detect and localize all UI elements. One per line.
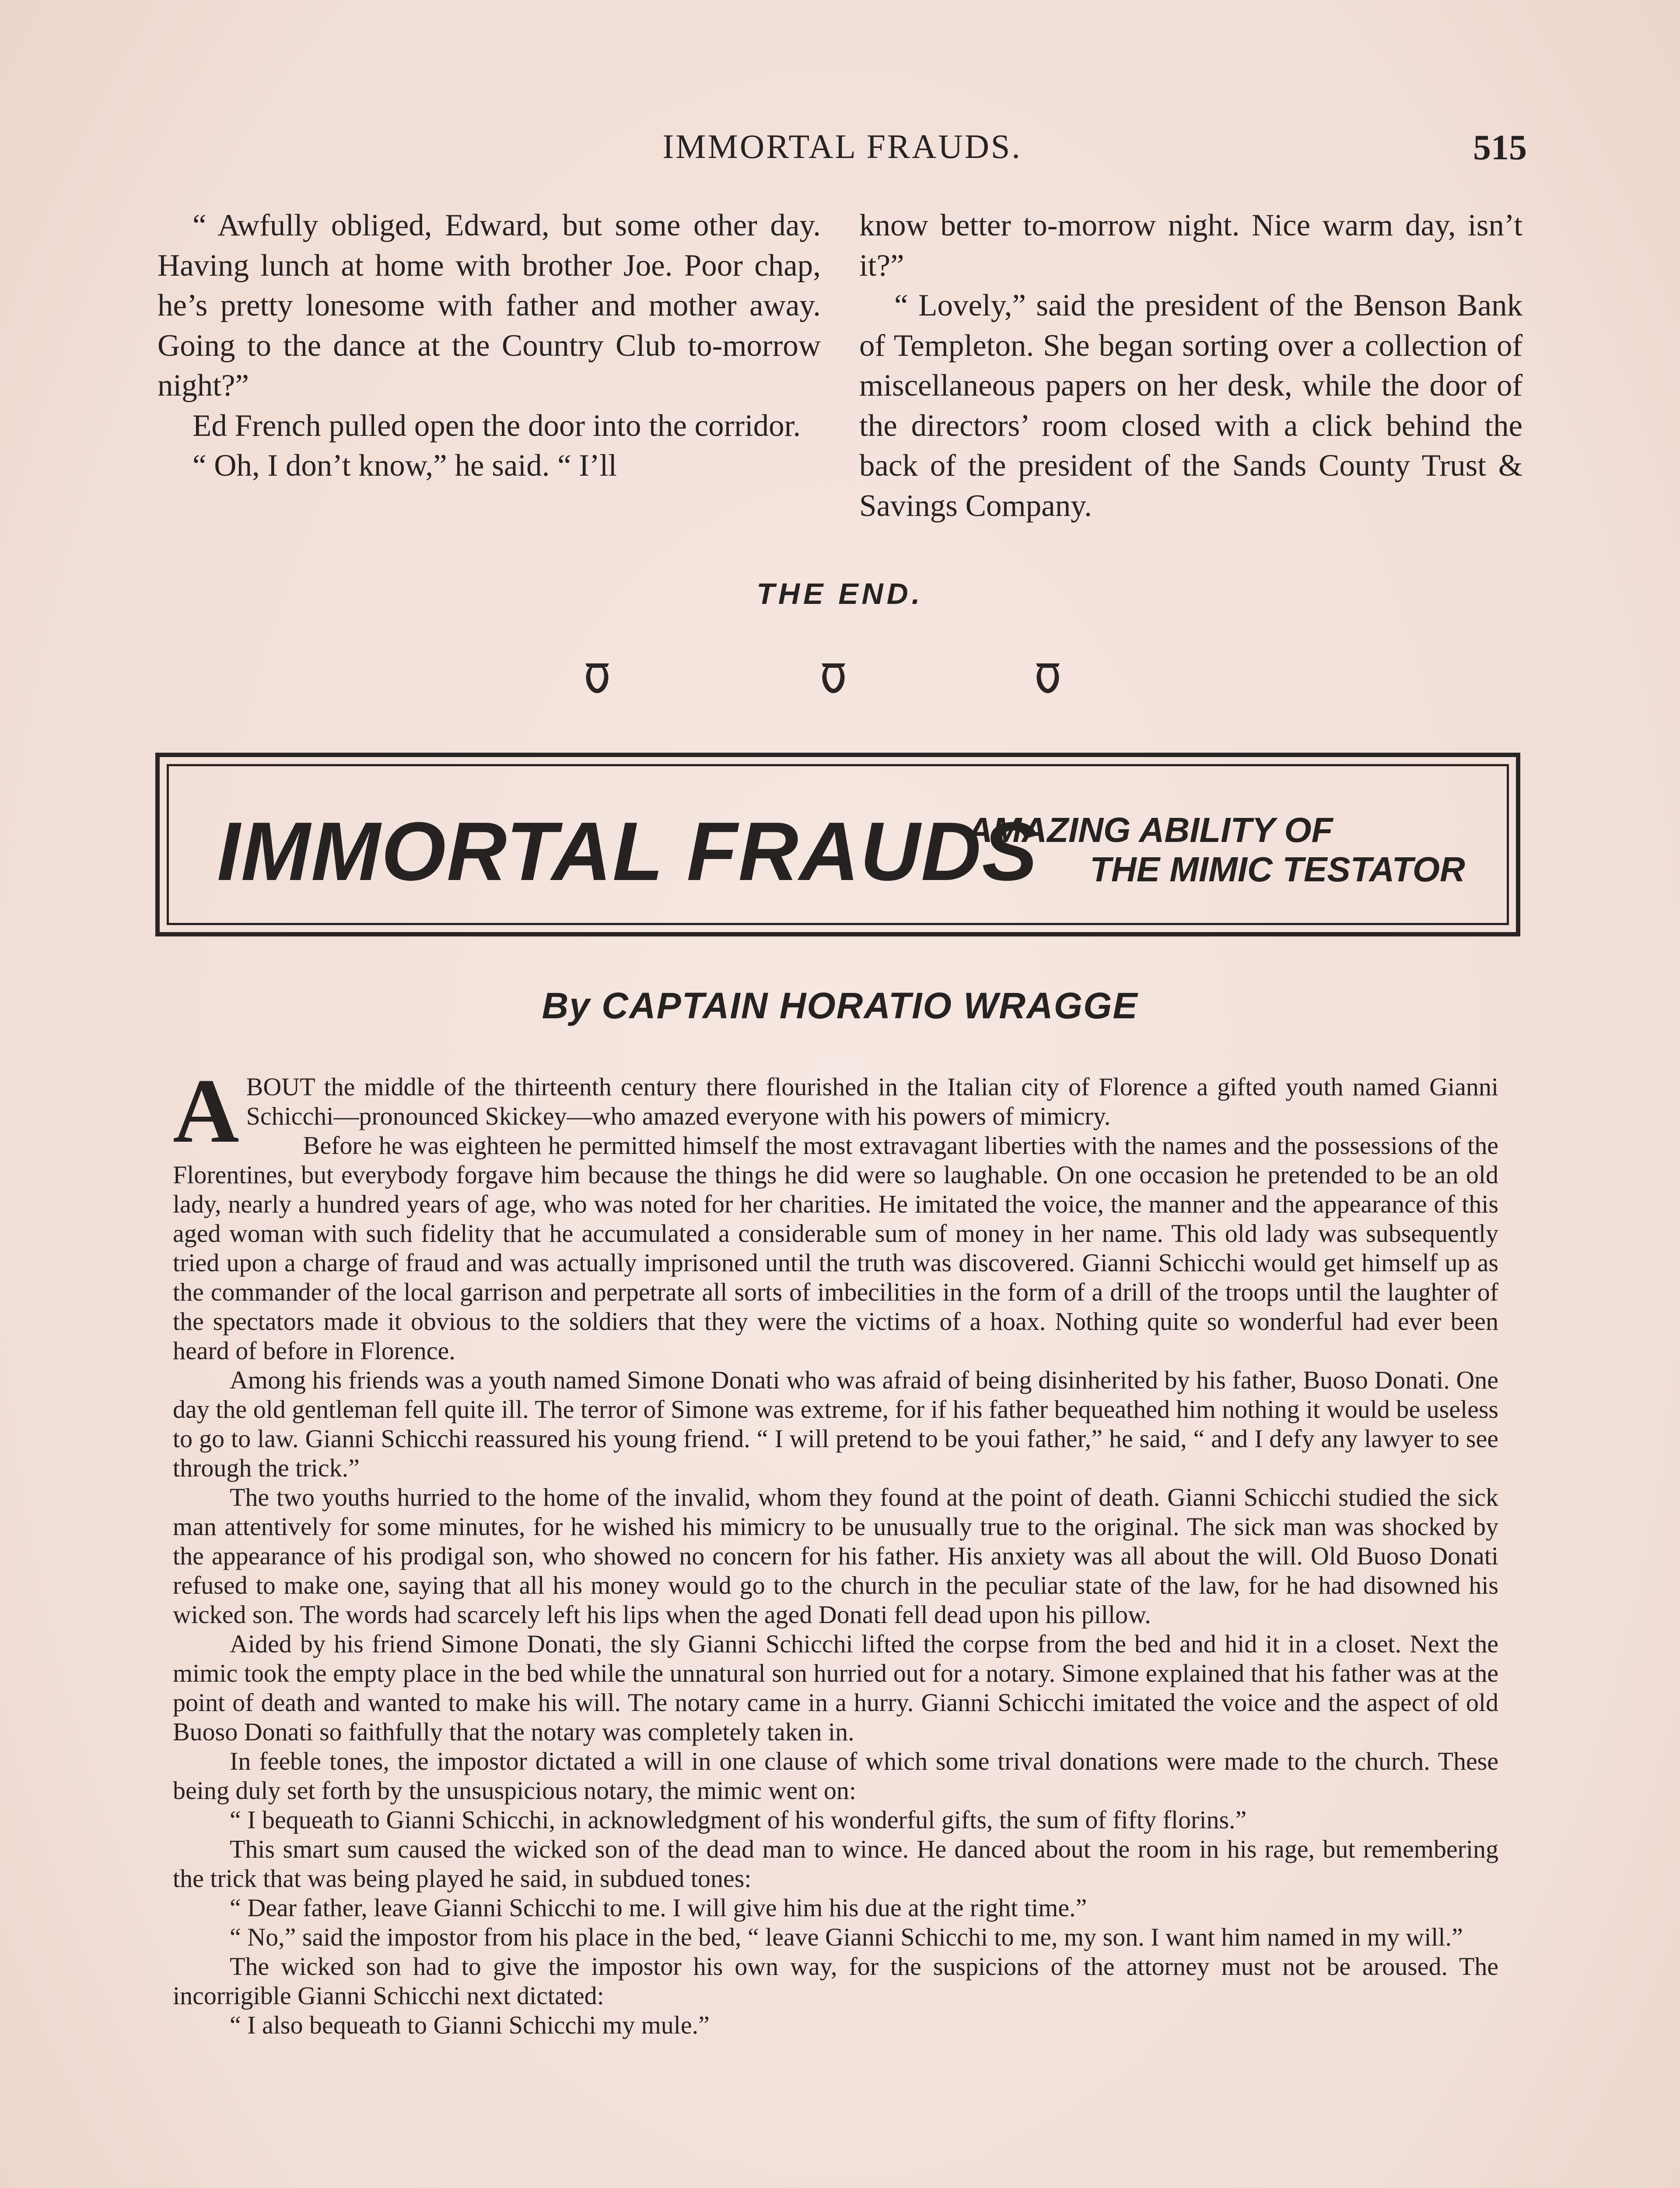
article-paragraph: In feeble tones, the impostor dictated a will in one clause of which some trival donations were made to the church. These being duly set forth by the unsuspicious notary, the mimic went on:	[173, 1747, 1498, 1805]
left-paragraph-2: Ed French pulled open the door into the corridor.	[192, 408, 801, 443]
article-paragraph: Before he was eighteen he permitted himself the most extravagant liberties with the names and the possessions of the Florentines, but everybody forgave him because the things he did were so laughable. On one occasion he pretended to be an old lady, nearly a hundred years of age, who was noted for her charities. He imitated the voice, the manner and the appearance of this aged woman with such fidelity that he accumulated a considerable sum of money in her name. This old lady was subsequently tried upon a charge of fraud and was actually imprisoned until the truth was discovered. Gianni Schicchi would get himself up as the commander of the local garrison and perpetrate all sorts of imbecilities in the form of a drill of the troops until the laughter of the spectators made it obvious to the soldiers that they were the victims of a hoax. Nothing quite so wonderful had ever been heard of before in Florence.	[173, 1131, 1498, 1365]
page-number: 515	[1473, 127, 1527, 167]
article-title-box	[155, 753, 1520, 936]
right-column	[859, 206, 1522, 526]
article-paragraph: “ No,” said the impostor from his place in the bed, “ leave Gianni Schicchi to me, my son. I want him named in my will.”	[230, 1923, 1463, 1951]
byline: By CAPTAIN HORATIO WRAGGE	[542, 985, 1138, 1026]
article-paragraph: “ I also bequeath to Gianni Schicchi my mule.”	[230, 2011, 710, 2039]
subtitle-line-1: AMAZING ABILITY OF	[967, 810, 1333, 849]
subtitle-line-2: THE MIMIC TESTATOR	[1090, 850, 1465, 889]
article-paragraph-1	[173, 1060, 1498, 1162]
right-paragraph-2: “ Lovely,” said the president of the Benson Bank of Templeton. She began sorting over a collection of miscellaneous papers on her desk, while the door of the directors’ room closed with a click behind the back of the president of the Sands County Trust & Savings Company.	[859, 288, 1522, 523]
drop-cap: A	[173, 1060, 239, 1162]
right-paragraph-1: know better to-morrow night. Nice warm day, isn’t it?”	[859, 208, 1522, 283]
the-end-marker: THE END.	[756, 577, 924, 610]
article-paragraph: Aided by his friend Simone Donati, the sly Gianni Schicchi lifted the corpse from the bed and hid it in a closet. Next the mimic took the empty place in the bed while the unnatural son hurried out for a notary. Simone explained that his father was at the point of death and wanted to make his will. The notary came in a hurry. Gianni Schicchi imitated the voice and the aspect of old Buoso Donati so faithfully that the notary was completely taken in.	[173, 1630, 1498, 1746]
left-paragraph-1: “ Awfully obliged, Edward, but some other day. Having lunch at home with brother Joe. Poor chap, he’s pretty lonesome with father and mother away. Going to the dance at the Country Club to-morrow night?”	[158, 208, 821, 403]
title-box-inner-border	[167, 764, 1509, 925]
article-paragraph: This smart sum caused the wicked son of the dead man to wince. He danced about the room in his rage, but remembering the trick that was being played he said, in subdued tones:	[173, 1835, 1498, 1893]
series-title: IMMORTAL FRAUDS	[217, 805, 1039, 898]
article-paragraph: “ Dear father, leave Gianni Schicchi to me. I will give him his due at the right time.”	[230, 1893, 1087, 1922]
left-paragraph-3: “ Oh, I don’t know,” he said. “ I’ll	[192, 449, 617, 483]
article-paragraph: Among his friends was a youth named Simone Donati who was afraid of being disinherited by his father, Buoso Donati. One day the old gentleman fell quite ill. The terror of Simone was extreme, for if his father bequeathed him nothing it would be useless to go to law. Gianni Schicchi reassured his young friend. “ I will pretend to be youi father,” he said, “ and I defy any lawyer to see through the trick.”	[173, 1366, 1498, 1482]
first-paragraph-text: BOUT the middle of the thirteenth century there flourished in the Italian city of Florence a gifted youth named Gianni Schicchi—pronounced Skickey—who amazed everyone with his powers of mimicry.	[246, 1073, 1498, 1130]
article-paragraph: The two youths hurried to the home of the invalid, whom they found at the point of death. Gianni Schicchi studied the sick man attentively for some minutes, for he wished his mimicry to be unusually true to the original. The sick man was shocked by the appearance of his prodigal son, who showed no concern for his father. His anxiety was all about the will. Old Buoso Donati refused to make one, saying that all his money would go to the church in the peculiar state of the law, for he had disowned his wicked son. The words had scarcely left his lips when the aged Donati fell dead upon his pillow.	[173, 1483, 1498, 1629]
horseshoe-ornament-icon	[818, 661, 849, 696]
horseshoe-ornament-icon	[1032, 661, 1063, 696]
horseshoe-ornament-icon	[582, 661, 612, 696]
left-column	[158, 206, 821, 526]
article-paragraph: The wicked son had to give the impostor his own way, for the suspicions of the attorney must not be aroused. The incorrigible Gianni Schicchi next dictated:	[173, 1952, 1498, 2010]
article-paragraph: “ I bequeath to Gianni Schicchi, in acknowledgment of his wonderful gifts, the sum of fifty florins.”	[230, 1806, 1247, 1834]
article-body	[173, 1060, 1498, 2040]
previous-story-ending	[158, 206, 1522, 526]
ornament-row	[582, 661, 1085, 705]
running-header	[158, 127, 1527, 171]
running-title: IMMORTAL FRAUDS.	[662, 127, 1022, 165]
